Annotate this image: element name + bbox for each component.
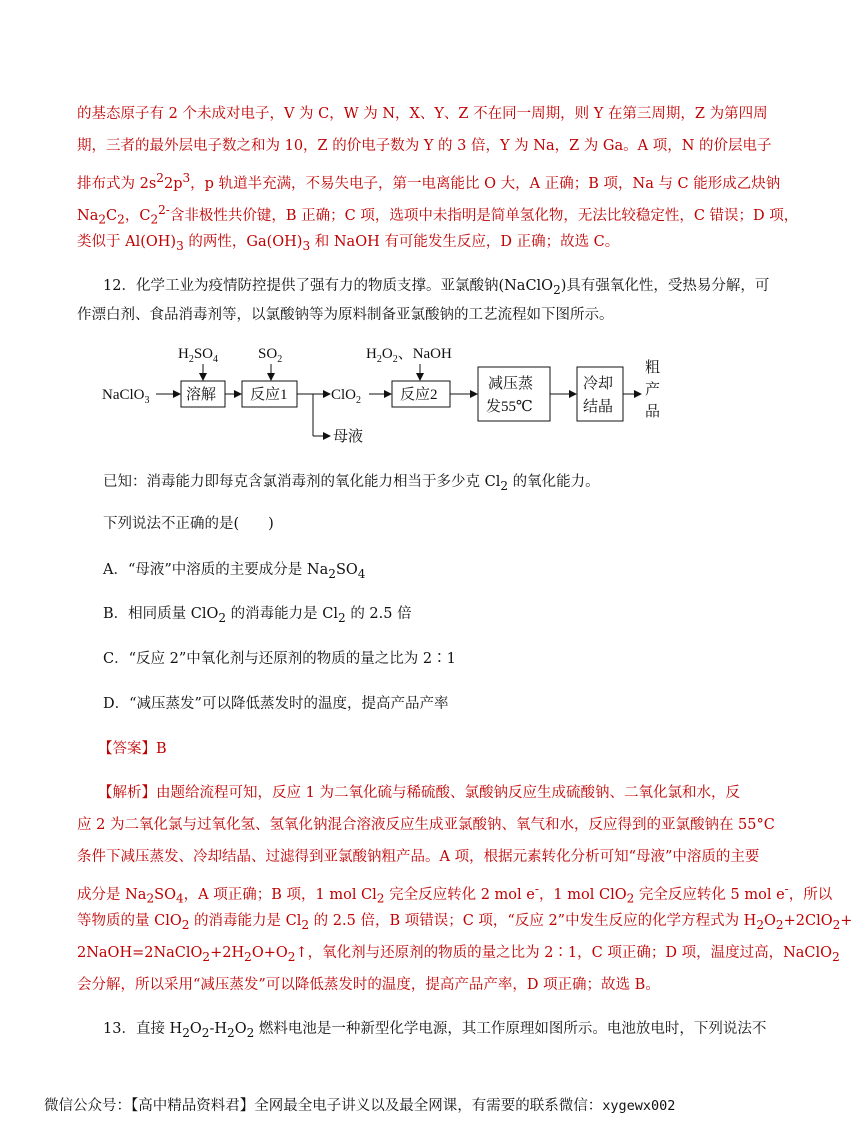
- label-product-3: 品: [645, 404, 661, 420]
- analysis-prev-line-1: 的基态原子有 2 个未成对电子，V 为 C，W 为 N，X、Y、Z 不在同一周期，则 Y 在第三周期，Z 为第四周: [77, 106, 768, 122]
- process-flow-diagram: [0, 340, 800, 450]
- label-product-1: 粗: [645, 360, 661, 376]
- label-mother-liquor: 母液: [333, 429, 364, 445]
- label-naclo3: NaClO$_3$: [102, 387, 150, 406]
- label-product-2: 产: [645, 382, 661, 398]
- option-d: D．“减压蒸发”可以降低蒸发时的温度，提高产品产率: [103, 696, 449, 712]
- analysis-line-6: $2NaOH=2NaClO_2+2H_2O+O_2↑$，氧化剂与还原剂的物质的量之比为 2∶1，C 项正确；D 项，温度过高，NaClO$_2$: [77, 945, 840, 964]
- analysis-line-7: 会分解，所以采用“减压蒸发”可以降低蒸发时的温度，提高产品产率，D 项正确；故选 B。: [77, 977, 660, 993]
- svg-text:反应2: 反应2: [400, 387, 438, 403]
- answer-label: 【答案】B: [98, 741, 167, 757]
- analysis-prev-line-4: $Na_2C_2$，$C_2^{2-}$含非极性共价键，B 正确；C 项，选项中未指明是简单氢化物，无法比较稳定性，C 错误；D 项，: [77, 203, 799, 227]
- question-13-line-1: 13．直接 $H_2O_2-H_2O_2$ 燃料电池是一种新型化学电源，其工作原理如图所示。电池放电时，下列说法不: [103, 1021, 767, 1040]
- label-clo2: ClO$_2$: [331, 387, 362, 406]
- label-h2o2-naoh: $H_2O_2$、NaOH: [366, 346, 452, 365]
- question-12-line-1: 12．化学工业为疫情防控提供了强有力的物质支撑。亚氯酸钠(NaClO$_2$)具有强氧化性，受热易分解，可: [103, 278, 770, 297]
- analysis-prev-line-5: 类似于 $Al(OH)_3$ 的两性，$Ga(OH)_3$ 和 NaOH 有可能发生反应，D 正确；故选 C。: [77, 234, 620, 253]
- analysis-prev-line-2: 期，三者的最外层电子数之和为 10，Z 的价电子数为 Y 的 3 倍，Y 为 Na，Z 为 Ga。A 项，N 的价层电子: [77, 138, 772, 154]
- footer-wechat-notice: 微信公众号：【高中精品资料君】全网最全电子讲义以及最全网课，有需要的联系微信：xygewx002: [44, 1098, 676, 1114]
- known-note: 已知：消毒能力即每克含氯消毒剂的氧化能力相当于多少克 $Cl_2$ 的氧化能力。: [103, 474, 600, 493]
- option-c: C．“反应 2”中氧化剂与还原剂的物质的量之比为 2∶1: [103, 651, 456, 667]
- analysis-line-2: 应 2 为二氧化氯与过氧化氢、氢氧化钠混合溶液反应生成亚氯酸钠、氧气和水，反应得到的亚氯酸钠在 55°C: [77, 817, 775, 833]
- svg-text:溶解: 溶解: [186, 387, 217, 403]
- analysis-line-3: 条件下减压蒸发、冷却结晶、过滤得到亚氯酸钠粗产品。A 项，根据元素转化分析可知“母液”中溶质的主要: [77, 849, 760, 865]
- question-12-line-2: 作漂白剂、食品消毒剂等，以氯酸钠等为原料制备亚氯酸钠的工艺流程如下图所示。: [77, 307, 614, 323]
- svg-text:发55℃: 发55℃: [486, 399, 533, 415]
- analysis-line-4: 成分是 $Na_2SO_4$，A 项正确；B 项，1 mol $Cl_2$ 完全反应转化 2 mol e-，1 mol ClO$_2$ 完全反应转化 5 mol e-，所以: [77, 882, 833, 906]
- analysis-line-5: 等物质的量 ClO$_2$ 的消毒能力是 $Cl_2$ 的 2.5 倍，B 项错误；C 项，“反应 2”中发生反应的化学方程式为 $H_2O_2+2ClO_2+$: [77, 913, 852, 932]
- analysis-prev-line-3: 排布式为 $2s^22p^3$，p 轨道半充满，不易失电子，第一电离能比 O 大，A 正确；B 项，Na 与 C 能形成乙炔钠: [77, 171, 781, 192]
- svg-text:冷却: 冷却: [583, 376, 614, 392]
- analysis-line-1: 【解析】由题给流程可知，反应 1 为二氧化硫与稀硫酸、氯酸钠反应生成硫酸钠、二氧化氯和水，反: [98, 785, 740, 801]
- question-prompt: 下列说法不正确的是( ): [103, 516, 274, 532]
- label-h2so4: $H_2SO_4$: [178, 346, 219, 365]
- option-b: B．相同质量 ClO$_2$ 的消毒能力是 $Cl_2$ 的 2.5 倍: [103, 606, 412, 625]
- label-so2: $SO_2$: [258, 346, 283, 365]
- svg-text:反应1: 反应1: [250, 387, 288, 403]
- svg-text:结晶: 结晶: [583, 399, 614, 415]
- footer-wechat-id: xygewx002: [602, 1098, 676, 1114]
- option-a: A．“母液”中溶质的主要成分是 $Na_2SO_4$: [103, 562, 366, 581]
- svg-text:减压蒸: 减压蒸: [488, 376, 534, 392]
